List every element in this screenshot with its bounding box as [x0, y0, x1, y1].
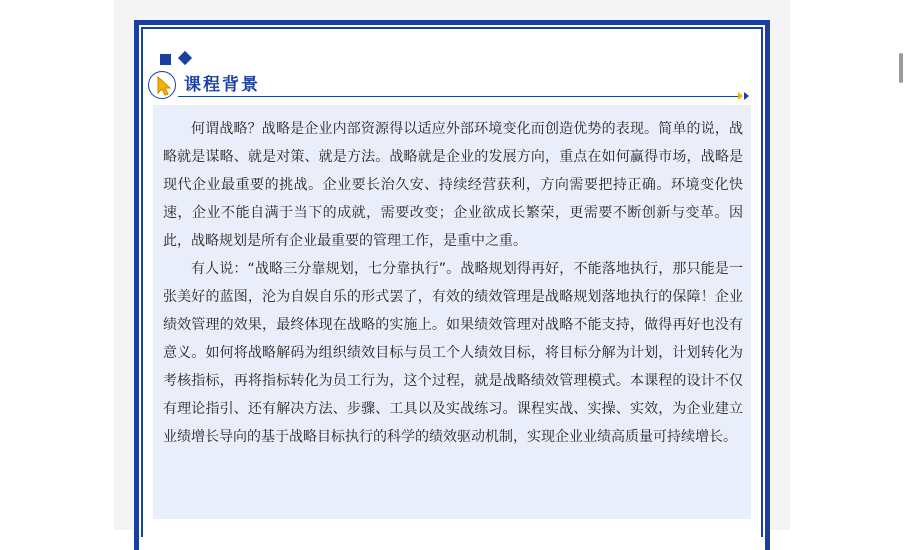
scrollbar-thumb[interactable]	[899, 53, 903, 83]
cursor-pointer-icon	[148, 71, 176, 99]
square-icon	[160, 54, 171, 65]
double-chevron-right-icon	[737, 90, 755, 102]
paragraph-intro: 何谓战略？战略是企业内部资源得以适应外部环境变化而创造优势的表现。简单的说，战略就是谋略、就是对策、就是方法。战略就是企业的发展方向，重点在如何赢得市场，战略是现代企业最重要的挑战。企业要长治久安、持续经营获利，方向需要把持正确。环境变化快速，企业不能自满于当下的成就，需要改变；企业欲成长繁荣，更需要不断创新与变革。因此，战略规划是所有企业最重要的管理工作，是重中之重。	[163, 121, 743, 249]
content-body	[163, 115, 743, 451]
paragraph-execution: 有人说：“战略三分靠规划，七分靠执行”。战略规划得再好，不能落地执行，那只能是一张美好的蓝图，沦为自娱自乐的形式罢了，有效的绩效管理是战略规划落地执行的保障！企业绩效管理的效果，最终体现在战略的实施上。如果绩效管理对战略不能支持，做得再好也没有意义。如何将战略解码为组织绩效目标与员工个人绩效目标，将目标分解为计划，计划转化为考核指标，再将指标转化为员工行为，这个过程，就是战略绩效管理模式。本课程的设计不仅有理论指引、还有解决方法、步骤、工具以及实战练习。课程实战、实操、实效，为企业建立业绩增长导向的基于战略目标执行的科学的绩效驱动机制，实现企业业绩高质量可持续增长。	[163, 261, 743, 445]
section-title: 课程背景	[184, 75, 260, 95]
title-underline	[178, 96, 738, 97]
